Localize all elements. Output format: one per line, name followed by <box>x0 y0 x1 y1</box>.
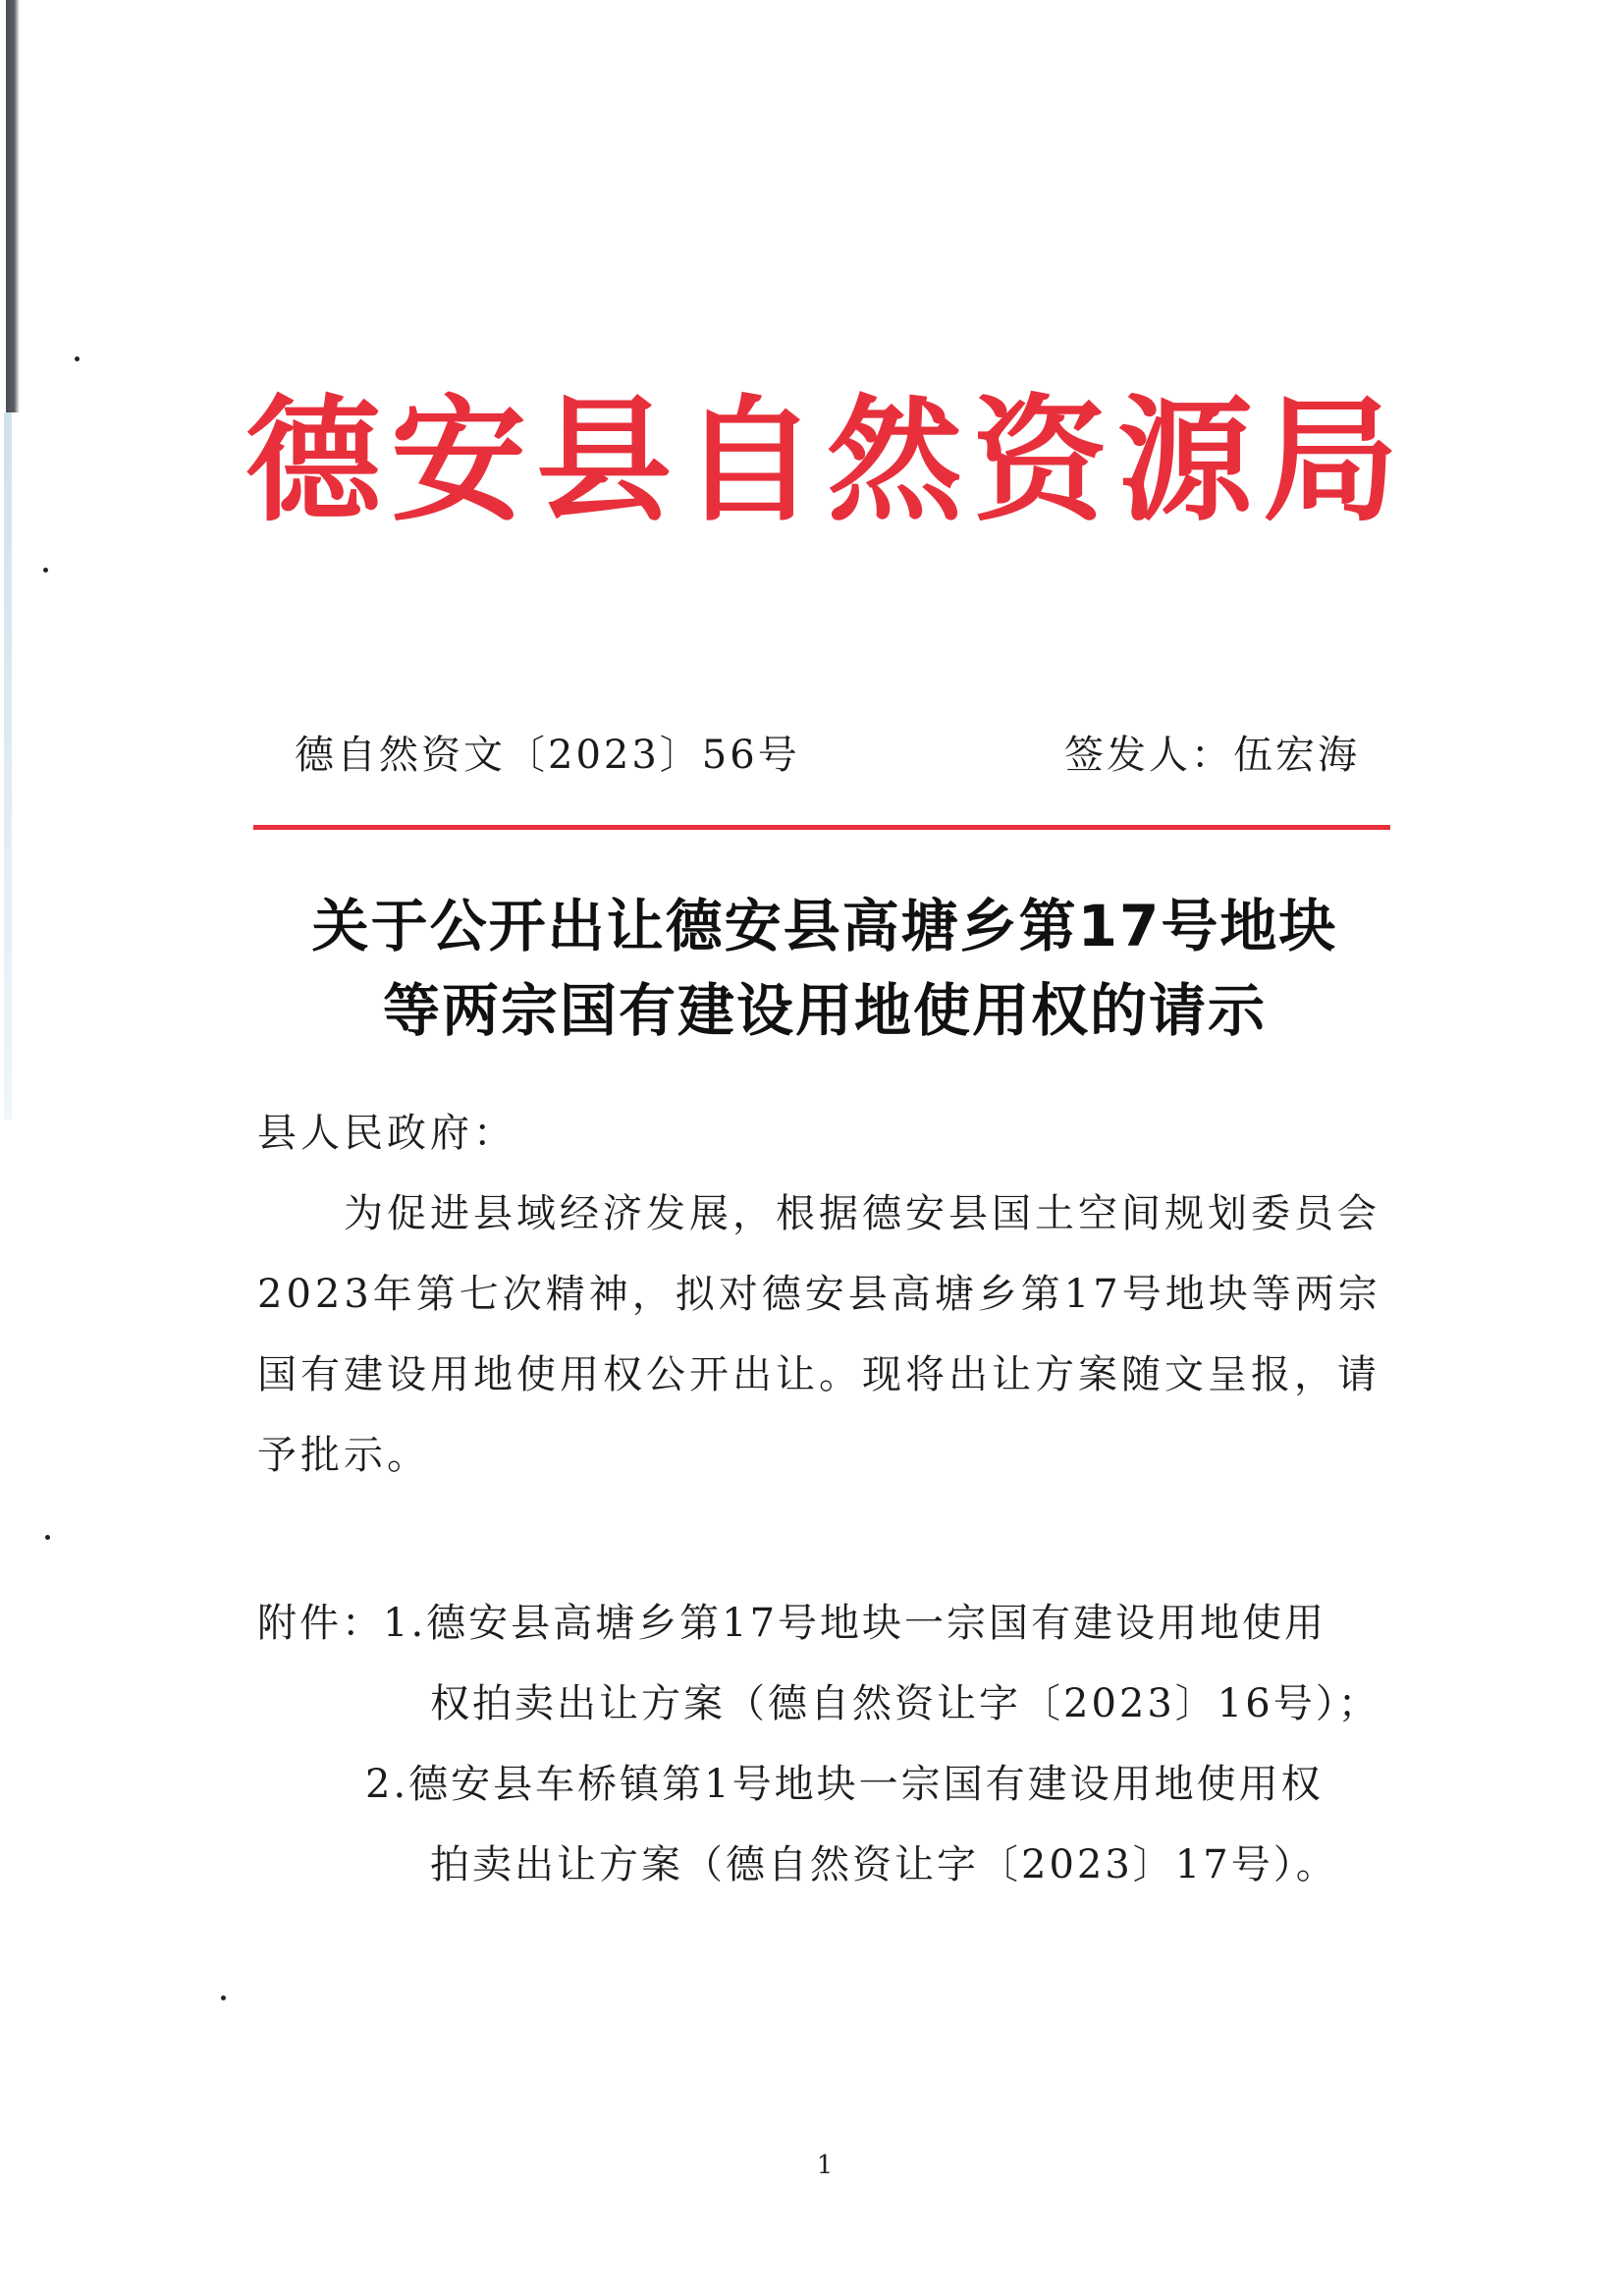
attachment-item-1-line-2: 权拍卖出让方案（德自然资让字〔2023〕16号）； <box>430 1681 1380 1726</box>
attachment-item-2-line-2: 拍卖出让方案（德自然资让字〔2023〕17号）。 <box>430 1842 1338 1887</box>
attachments-label: 附件： <box>257 1601 384 1646</box>
title-line-1: 关于公开出让德安县高塘乡第17号地块 <box>311 893 1338 959</box>
red-divider-rule <box>253 825 1390 830</box>
scan-speck <box>43 568 48 573</box>
body-line: 予批示。 <box>257 1433 430 1478</box>
attachment-item-2-line-1: 2.德安县车桥镇第1号地块一宗国有建设用地使用权 <box>365 1762 1324 1807</box>
attachments-list <box>257 1583 1396 1905</box>
page-number: 1 <box>816 2151 834 2180</box>
issuer-signature: 签发人：伍宏海 <box>1064 733 1360 778</box>
document-title <box>245 884 1404 1053</box>
document-number: 德自然资文〔2023〕56号 <box>295 733 800 778</box>
scan-speck <box>221 1995 226 2000</box>
scan-speck <box>75 356 80 361</box>
masthead-title: 德安县自然资源局 <box>245 380 1409 540</box>
body-line: 为促进县域经济发展，根据德安县国土空间规划委员会 <box>344 1191 1380 1236</box>
body-line: 2023年第七次精神，拟对德安县高塘乡第17号地块等两宗 <box>257 1272 1381 1317</box>
attachment-item-1-line-1 <box>257 1583 1396 1664</box>
body-line: 国有建设用地使用权公开出让。现将出让方案随文呈报，请 <box>257 1352 1380 1397</box>
salutation: 县人民政府： <box>257 1111 516 1156</box>
scan-speck <box>45 1535 50 1540</box>
title-line-2: 等两宗国有建设用地使用权的请示 <box>382 977 1267 1044</box>
body-paragraph <box>257 1174 1386 1496</box>
attachment-item-1-text: 1.德安县高塘乡第17号地块一宗国有建设用地使用 <box>383 1601 1327 1646</box>
scan-edge-tint <box>4 412 12 1120</box>
scan-edge-artifact <box>6 0 20 412</box>
